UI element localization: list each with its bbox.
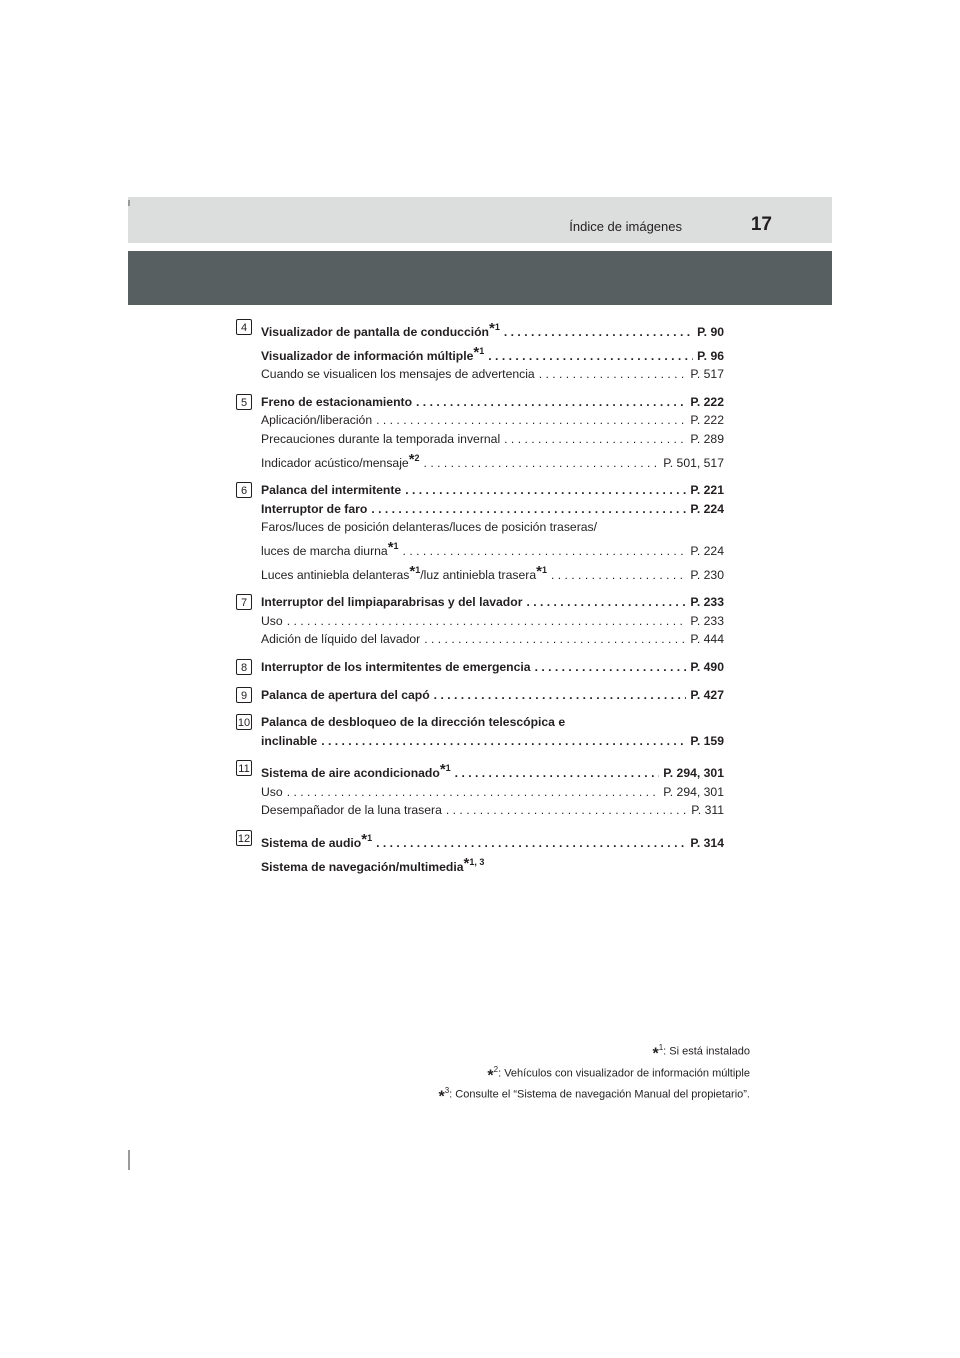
index-subentry[interactable]	[261, 801, 724, 820]
dot-leader	[424, 630, 686, 649]
index-subentry[interactable]	[261, 612, 724, 631]
item-number-badge: 9	[236, 687, 252, 703]
index-group	[236, 686, 724, 705]
index-entry[interactable]	[261, 593, 724, 612]
index-subentry[interactable]	[261, 365, 724, 384]
page-number: 17	[750, 214, 772, 235]
entry-text: Visualizador de información múltiple	[261, 348, 474, 363]
entry-label	[261, 500, 367, 519]
footnotes	[438, 1040, 750, 1105]
index-entry[interactable]	[261, 318, 724, 342]
page-reference[interactable]: P. 159	[690, 733, 724, 748]
entry-text: luces de marcha diurna	[261, 543, 388, 558]
index-subentry	[261, 518, 724, 537]
crop-mark-bottom	[128, 1150, 130, 1170]
footnote	[438, 1062, 750, 1084]
entry-label	[261, 561, 547, 585]
dot-leader	[488, 347, 693, 366]
header-bar	[128, 197, 832, 243]
index-group	[236, 318, 724, 384]
index-subentry[interactable]	[261, 430, 724, 449]
page-reference[interactable]: P. 233	[690, 595, 724, 610]
dot-leader	[405, 481, 686, 500]
page-reference[interactable]: P. 289	[690, 431, 724, 446]
page-reference[interactable]: P. 221	[690, 483, 724, 498]
item-number-badge: 7	[236, 594, 252, 610]
entry-label	[261, 481, 401, 500]
footnote-text: : Consulte el “Sistema de navegación Manual del propietario”.	[449, 1088, 750, 1101]
dot-leader	[376, 411, 686, 430]
index-subentry[interactable]	[261, 783, 724, 802]
footnote	[438, 1040, 750, 1062]
index-entry[interactable]	[261, 686, 724, 705]
dot-leader	[376, 834, 686, 853]
page-reference[interactable]: P. 294, 301	[663, 766, 724, 781]
entry-text: Sistema de navegación/multimedia	[261, 859, 464, 874]
entry-text: Interruptor de faro	[261, 501, 368, 516]
footnote-ref: *1	[361, 831, 373, 849]
page-reference[interactable]: P. 490	[690, 659, 724, 674]
dot-leader	[416, 393, 686, 412]
entry-text: Interruptor del limpiaparabrisas y del lavador	[261, 595, 523, 610]
entry-label	[261, 449, 420, 473]
entry-text: Uso	[261, 613, 283, 628]
page-reference[interactable]: P. 90	[697, 325, 724, 339]
footnote-ref-number: 1	[415, 564, 421, 575]
dot-leader	[526, 593, 686, 612]
index-entry[interactable]	[261, 732, 724, 751]
page-reference[interactable]: P. 314	[690, 836, 724, 851]
item-number-badge: 12	[236, 830, 252, 846]
footnote-ref-number: 1	[445, 763, 451, 774]
entry-text: Palanca del intermitente	[261, 483, 402, 498]
footnote	[438, 1083, 750, 1105]
entry-label	[261, 759, 451, 783]
index-group	[236, 713, 724, 750]
footnote-ref: *1	[536, 562, 547, 580]
index-entry[interactable]	[261, 481, 724, 500]
footnote-ref: *1, 3	[463, 854, 485, 872]
index-entry[interactable]	[261, 829, 724, 853]
index-group	[236, 593, 724, 649]
entry-text: Palanca de desbloqueo de la dirección telescópica e	[261, 715, 566, 730]
footnote-ref: *1	[439, 761, 451, 779]
entry-label	[261, 612, 283, 631]
dot-leader	[434, 686, 687, 705]
page-reference[interactable]: P. 224	[690, 501, 724, 516]
dot-leader	[455, 764, 660, 783]
page-reference[interactable]: P. 517	[690, 367, 724, 382]
page-reference[interactable]: P. 444	[690, 632, 724, 647]
index-subentry[interactable]	[261, 449, 724, 473]
index-entry	[261, 853, 724, 877]
dot-leader	[287, 783, 660, 802]
entry-text: Indicador acústico/mensaje	[261, 455, 409, 470]
index-entry[interactable]	[261, 500, 724, 519]
page-reference[interactable]: P. 96	[697, 348, 724, 363]
dot-leader	[446, 801, 687, 820]
entry-label	[261, 520, 597, 534]
index-group	[236, 393, 724, 472]
entry-text: Precauciones durante la temporada invernal	[261, 431, 501, 446]
page-reference[interactable]: P. 224	[690, 543, 724, 558]
entry-label	[261, 318, 500, 342]
item-number-badge: 8	[236, 659, 252, 675]
dot-leader	[539, 365, 687, 384]
dot-leader	[551, 566, 686, 585]
item-number-badge: 10	[236, 714, 252, 730]
crop-mark-top	[128, 200, 130, 206]
footnote-text: : Si está instalado	[663, 1045, 750, 1058]
entry-label	[261, 829, 372, 853]
page-reference[interactable]: P. 311	[691, 803, 724, 818]
dot-leader	[504, 323, 693, 342]
footnote-ref-number: 1, 3	[469, 856, 485, 867]
entry-text: Faros/luces de posición delanteras/luces de posición traseras/	[261, 520, 598, 535]
footnote-ref-number: 1	[494, 322, 500, 332]
dot-leader	[403, 542, 687, 561]
entry-text: Uso	[261, 784, 283, 799]
entry-label	[261, 801, 442, 820]
footnote-ref-number: 1	[393, 540, 399, 551]
entry-label	[261, 732, 317, 751]
section-title: Índice de imágenes	[569, 219, 682, 234]
entry-label	[261, 365, 535, 384]
index-group	[236, 481, 724, 584]
entry-text: Aplicación/liberación	[261, 413, 373, 428]
page-reference[interactable]: P. 501, 517	[663, 455, 724, 470]
entry-label	[261, 630, 420, 649]
entry-label	[261, 430, 500, 449]
footnote-ref: *2	[408, 450, 420, 468]
page-reference[interactable]: P. 230	[690, 567, 724, 582]
index-entry[interactable]	[261, 342, 724, 366]
index-subentry[interactable]	[261, 561, 724, 585]
entry-label	[261, 783, 283, 802]
entry-label	[261, 342, 484, 366]
dot-leader	[424, 454, 660, 473]
footnote-ref-number: 1	[479, 345, 485, 356]
entry-text: Sistema de audio	[261, 836, 362, 851]
footnote-ref: *1	[409, 562, 421, 580]
index-subentry[interactable]	[261, 411, 724, 430]
dot-leader	[287, 612, 687, 631]
page-reference[interactable]: P. 222	[690, 394, 724, 409]
dot-leader	[535, 658, 687, 677]
footnote-ref: *1	[489, 320, 500, 337]
section-band	[128, 251, 832, 305]
entry-text: Sistema de aire acondicionado	[261, 766, 440, 781]
index-entry[interactable]	[261, 658, 724, 677]
page-reference[interactable]: P. 233	[690, 613, 724, 628]
index-entry[interactable]	[261, 393, 724, 412]
entry-text: inclinable	[261, 733, 318, 748]
entry-text: /luz antiniebla trasera	[420, 567, 537, 582]
item-number-badge: 5	[236, 394, 252, 410]
entry-text: Visualizador de pantalla de conducción	[261, 325, 490, 339]
entry-label	[261, 715, 565, 729]
index-subentry[interactable]	[261, 537, 724, 561]
entry-label	[261, 658, 531, 677]
index-entry[interactable]	[261, 759, 724, 783]
entry-label	[261, 686, 430, 705]
index-subentry[interactable]	[261, 630, 724, 649]
entry-label	[261, 393, 412, 412]
dot-leader	[504, 430, 686, 449]
entry-text: Freno de estacionamiento	[261, 394, 413, 409]
entry-label	[261, 411, 372, 430]
entry-text: Palanca de apertura del capó	[261, 687, 430, 702]
entry-text: Desempañador de la luna trasera	[261, 803, 442, 818]
entry-label	[261, 854, 485, 874]
entry-text: Cuando se visualicen los mensajes de advertencia	[261, 367, 535, 382]
footnote-number: 2	[493, 1064, 499, 1074]
page-reference[interactable]: P. 294, 301	[663, 784, 724, 799]
item-number-badge: 6	[236, 482, 252, 498]
footnote-ref-number: 1	[541, 564, 547, 575]
entry-text: Luces antiniebla delanteras	[261, 567, 410, 582]
page-reference[interactable]: P. 222	[690, 413, 724, 428]
index-list	[236, 318, 724, 885]
footnote-asterisk: *	[438, 1088, 445, 1106]
footnote-ref: *1	[387, 538, 399, 556]
footnote-number: 1	[658, 1043, 664, 1052]
page-reference[interactable]: P. 427	[690, 687, 724, 702]
entry-text: Adición de líquido del lavador	[261, 632, 421, 647]
entry-text: Interruptor de los intermitentes de emergencia	[261, 659, 531, 674]
item-number-badge: 4	[236, 319, 252, 335]
footnote-text: : Vehículos con visualizador de información múltiple	[498, 1067, 750, 1080]
footnote-ref-number: 1	[367, 833, 373, 844]
footnote-number: 3	[444, 1086, 450, 1096]
item-number-badge: 11	[236, 760, 252, 776]
index-entry	[261, 713, 724, 732]
index-group	[236, 829, 724, 876]
dot-leader	[321, 732, 686, 751]
index-group	[236, 759, 724, 820]
footnote-ref-number: 2	[414, 452, 420, 463]
footnote-asterisk: *	[652, 1045, 659, 1063]
footnote-asterisk: *	[487, 1067, 494, 1085]
dot-leader	[371, 500, 686, 519]
entry-label	[261, 537, 399, 561]
entry-label	[261, 593, 522, 612]
footnote-ref: *1	[473, 343, 485, 361]
index-group	[236, 658, 724, 677]
